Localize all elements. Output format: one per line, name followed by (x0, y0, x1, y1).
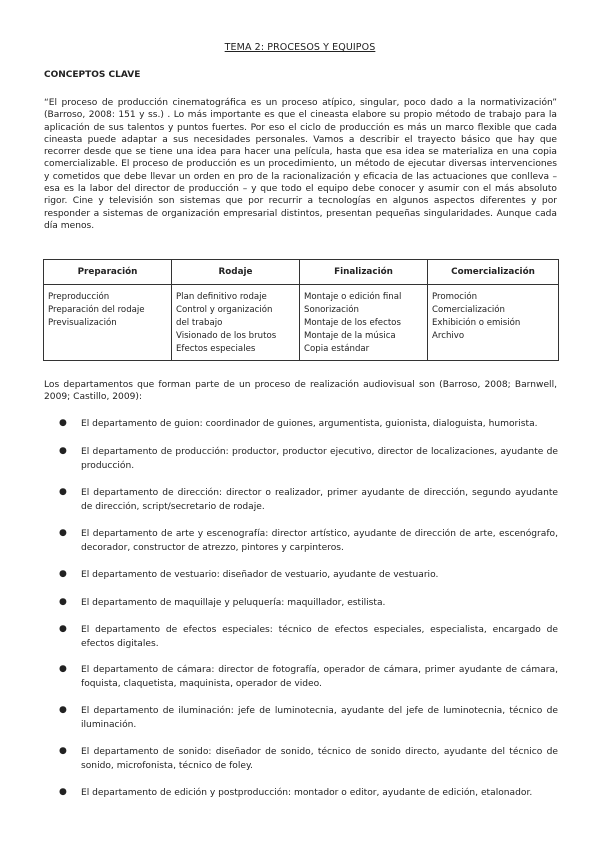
cell-line: Promoción (432, 292, 478, 302)
cell-line: Previsualización (48, 318, 117, 328)
bullet-icon: ● (59, 624, 67, 634)
department-camara: El departamento de cámara: director de fotografía, operador de cámara, primer ayudante de cámara, foquista, claquetista, maquinista, operador de video. (81, 665, 558, 689)
cell-line: Sonorización (304, 305, 359, 315)
cell-comercializacion (428, 285, 559, 361)
cell-line: del trabajo (176, 318, 223, 328)
department-guion: El departamento de guion: coordinador de guiones, argumentista, guionista, dialoguista, humorista. (81, 419, 538, 429)
cell-line: Montaje o edición final (304, 292, 402, 302)
cell-preparacion (44, 285, 172, 361)
department-maquillaje: El departamento de maquillaje y peluquería: maquillador, estilista. (81, 598, 386, 608)
department-vestuario: El departamento de vestuario: diseñador de vestuario, ayudante de vestuario. (81, 570, 439, 580)
cell-line: Exhibición o emisión (432, 318, 521, 328)
department-arte: El departamento de arte y escenografía: director artístico, ayudante de dirección de arte, escenógrafo, decorador, constructor de atrezzo, pintores y carpinteros. (81, 529, 558, 553)
table-row (44, 285, 559, 361)
bullet-icon: ● (59, 528, 67, 538)
section-heading: CONCEPTOS CLAVE (44, 70, 141, 80)
production-phases-table (43, 259, 559, 361)
department-sonido: El departamento de sonido: diseñador de sonido, técnico de sonido directo, ayudante del técnico de sonido, microfonista, técnico de foley. (81, 747, 558, 771)
bullet-icon: ● (59, 705, 67, 715)
cell-line: Preparación del rodaje (48, 305, 145, 315)
table-header-row (44, 260, 559, 285)
bullet-icon: ● (59, 597, 67, 607)
cell-line: Archivo (432, 331, 465, 341)
bullet-icon: ● (59, 664, 67, 674)
department-direccion: El departamento de dirección: director o realizador, primer ayudante de dirección, segundo ayudante de dirección, script/secretario de rodaje. (81, 488, 558, 512)
page-title: TEMA 2: PROCESOS Y EQUIPOS (224, 42, 376, 53)
department-produccion: El departamento de producción: productor, productor ejecutivo, director de localizaciones, ayudante de producción. (81, 447, 558, 471)
cell-line: Efectos especiales (176, 344, 256, 354)
header-preparacion: Preparación (44, 260, 172, 285)
cell-line: Comercialización (432, 305, 506, 315)
bullet-icon: ● (59, 487, 67, 497)
cell-line: Copia estándar (304, 344, 370, 354)
cell-finalizacion (300, 285, 428, 361)
bullet-icon: ● (59, 418, 67, 428)
bullet-icon: ● (59, 746, 67, 756)
cell-line: Montaje de los efectos (304, 318, 401, 328)
header-rodaje: Rodaje (172, 260, 300, 285)
cell-line: Visionado de los brutos (176, 331, 277, 341)
cell-line: Montaje de la música (304, 331, 396, 341)
departments-intro: Los departamentos que forman parte de un proceso de realización audiovisual son (Barroso, 2008; Barnwell, 2009; Castillo, 2009): (44, 380, 557, 403)
header-comercializacion: Comercialización (428, 260, 559, 285)
bullet-icon: ● (59, 787, 67, 797)
bullet-icon: ● (59, 569, 67, 579)
cell-line: Plan definitivo rodaje (176, 292, 267, 302)
cell-rodaje (172, 285, 300, 361)
intro-paragraph: “El proceso de producción cinematográfica es un proceso atípico, singular, poco dado a la normativización” (Barroso, 2008: 151 y ss.) . Lo más importante es que el cineasta elabore su propio método de trabajo para la aplicación de sus talentos y puntos fuertes. Por eso el ciclo de producción es más un marco flexible que cada cineasta puede adaptar a sus necesidades personales. Vamos a describir el trayecto básico que hay que recorrer desde que se tiene una idea para hacer una película, hasta que esa idea se materializa en una copia comercializable. El proceso de producción es un procedimiento, un método de ejecutar diversas intervenciones y cometidos que debe llevar un orden en pro de la racionalización y eficacia de las actuaciones que conlleva – esa es la labor del director de producción – y que todo el equipo debe conocer y asumir con el más absoluto rigor. Cine y televisión son sistemas que por recurrir a tecnologías en algunos aspectos diferentes y por responder a sistemas de organización empresarial distintos, presentan pequeñas singularidades. Aunque cada día menos. (44, 98, 557, 231)
cell-line: Preproducción (48, 292, 110, 302)
cell-line: Control y organización (176, 305, 273, 315)
department-edicion: El departamento de edición y postproducción: montador o editor, ayudante de edición, etalonador. (81, 788, 533, 798)
department-efectos: El departamento de efectos especiales: técnico de efectos especiales, especialista, encargado de efectos digitales. (81, 625, 558, 649)
bullet-icon: ● (59, 446, 67, 456)
header-finalizacion: Finalización (300, 260, 428, 285)
department-iluminacion: El departamento de iluminación: jefe de luminotecnia, ayudante del jefe de luminotecnia, técnico de iluminación. (81, 706, 558, 730)
